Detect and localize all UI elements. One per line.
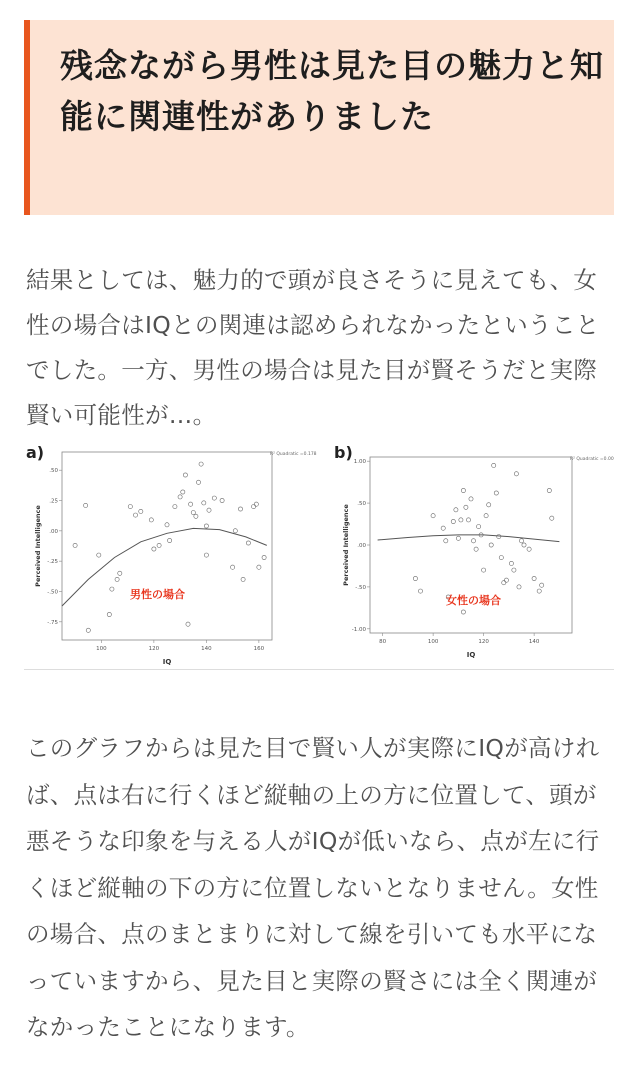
y-axis-label: Perceived Intelligence	[342, 504, 350, 586]
section-heading: 残念ながら男性は見た目の魅力と知能に関連性がありました	[60, 46, 604, 136]
y-tick-label: -.25	[47, 559, 58, 566]
x-tick-label: 140	[528, 639, 540, 645]
x-tick-label: 100	[96, 646, 107, 652]
overlay-label: 男性の場合	[130, 588, 185, 601]
body-paragraph-2: このグラフからは見た目で賢い人が実際にIQが高ければ、点は右に行くほど縦軸の上の方に位置して、頭が悪そうな印象を与える人がIQが低いなら、点が左に行くほど縦軸の下の方に位置しないとなりません。女性の場合、点のまとまりに対して線を引いても水平になっていますから、見た目と実際の賢さには全く関連がなかったことになります。	[26, 734, 600, 1041]
plot-frame	[62, 452, 272, 640]
y-tick-label: .50	[357, 501, 366, 508]
y-tick-label: -.50	[355, 584, 366, 591]
x-tick-label: 160	[253, 646, 265, 652]
panel-label: b)	[334, 443, 353, 462]
x-axis-label: IQ	[466, 651, 476, 659]
x-tick-label: 120	[478, 639, 489, 645]
y-tick-label: .25	[49, 498, 58, 505]
y-tick-label: .00	[357, 543, 366, 549]
overlay-label: 女性の場合	[446, 594, 501, 607]
y-axis-label: Perceived Intelligence	[34, 505, 42, 587]
fit-note: R² Quadratic =0.178	[270, 452, 317, 457]
fit-note: R² Quadratic =0.009	[570, 457, 614, 462]
scatterplot-figure-svg	[24, 440, 614, 670]
panel-a	[26, 443, 317, 666]
y-tick-label: .00	[49, 528, 58, 535]
x-tick-label: 100	[427, 639, 439, 645]
x-axis-label: IQ	[162, 658, 172, 666]
y-tick-label: .50	[49, 468, 58, 475]
y-tick-label: 1.00	[353, 459, 366, 466]
body-paragraph-1: 結果としては、魅力的で頭が良さそうに見えても、女性の場合はIQとの関連は認められなかったということでした。一方、男性の場合は見た目が賢そうだと実際賢い可能性が…。	[26, 266, 600, 429]
x-tick-label: 140	[201, 646, 212, 652]
section-heading-box	[24, 20, 614, 215]
panel-b	[334, 443, 614, 659]
panel-label: a)	[26, 443, 45, 462]
figure-divider	[24, 669, 614, 670]
y-tick-label: -1.00	[351, 626, 366, 633]
x-tick-label: 120	[148, 646, 160, 652]
x-tick-label: 80	[379, 639, 387, 645]
scatterplot-figure	[24, 440, 614, 670]
y-tick-label: -.50	[47, 589, 58, 596]
y-tick-label: -.75	[47, 619, 58, 626]
